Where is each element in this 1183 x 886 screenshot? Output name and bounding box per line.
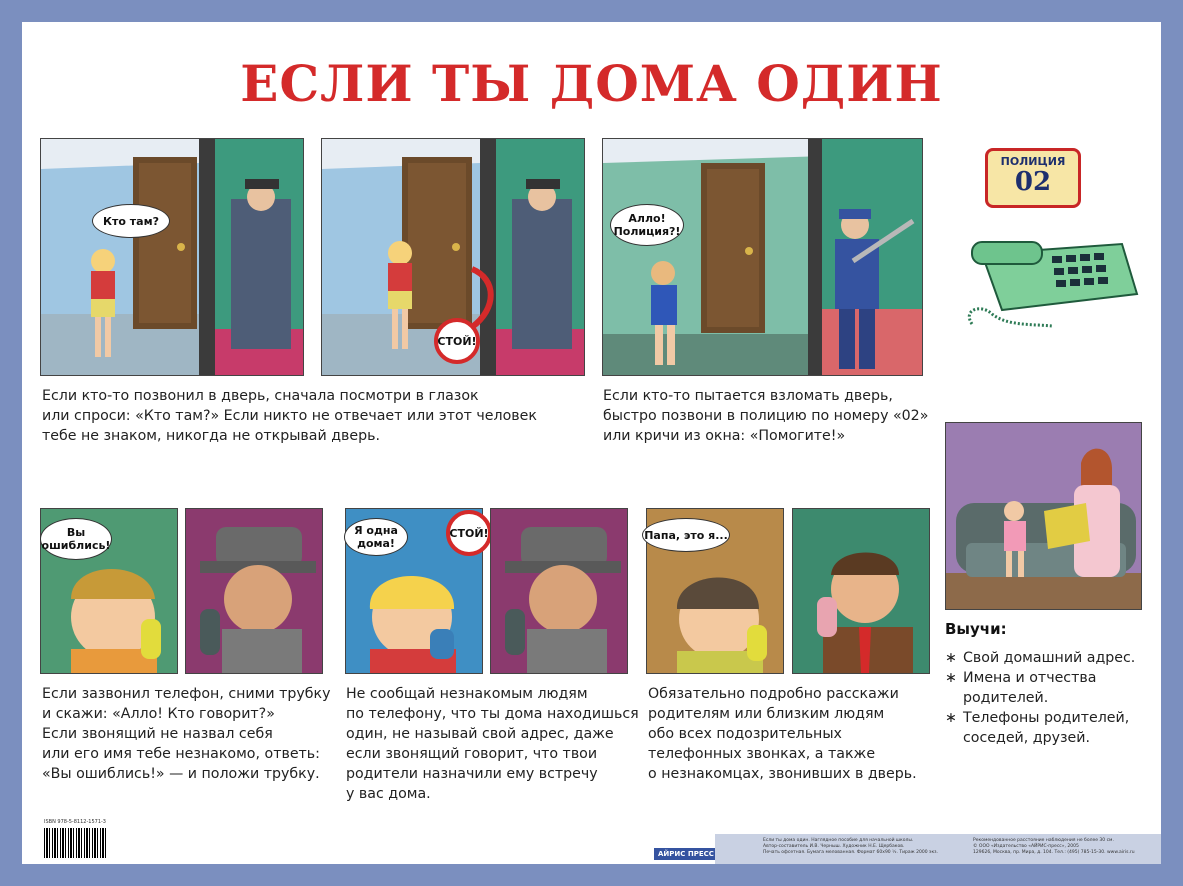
caption-tell [648, 684, 917, 784]
caption-line: Не сообщай незнакомым людям [346, 686, 588, 702]
caption-line: и скажи: «Алло! Кто говорит?» [42, 706, 275, 722]
imprint-line: Если ты дома один. Наглядное пособие для начальной школы. [763, 838, 914, 843]
speech-bubble-hello-police: Алло! Полиция?! [610, 204, 684, 246]
learn-item [945, 668, 1135, 708]
panel-mother-reading [945, 422, 1142, 610]
caption-line: Если зазвонил телефон, сними трубку [42, 686, 331, 702]
caption-line: или его имя тебе незнакомо, ответь: [42, 746, 320, 762]
bullet-icon: ∗ [945, 670, 957, 686]
imprint-line: Рекомендованное расстояние наблюдения не более 30 см. [973, 838, 1114, 843]
caption-breakin [603, 386, 928, 446]
learn-item-line: Свой домашний адрес. [963, 650, 1136, 666]
imprint-line: Автор-составитель И.В. Черныш. Художник Н.Е. Щербаков. [763, 844, 905, 849]
caption-line: родители назначили ему встречу [346, 766, 598, 782]
police-number: 02 [1014, 167, 1052, 197]
learn-list [945, 648, 1135, 748]
panel-breakin [602, 138, 923, 376]
panel-phone-stranger-1 [185, 508, 323, 674]
caption-line: телефонных звонках, а также [648, 746, 876, 762]
caption-line: «Вы ошиблись!» — и положи трубку. [42, 766, 320, 782]
speech-bubble-who-there: Кто там? [92, 204, 170, 238]
imprint-footer [715, 834, 1161, 864]
learn-item-line: соседей, друзей. [963, 730, 1091, 746]
learn-item-line: родителей. [963, 690, 1049, 706]
learn-title: Выучи: [945, 620, 1007, 638]
caption-line: Если кто-то пытается взломать дверь, [603, 388, 893, 404]
isbn-text: ISBN 978-5-8112-1571-3 [44, 819, 106, 825]
caption-line: у вас дома. [346, 786, 431, 802]
caption-secret [346, 684, 639, 804]
speech-bubble-home-alone: Я одна дома! [344, 518, 408, 556]
panel-door-ask [40, 138, 304, 376]
speech-bubble-dad-its-me: Папа, это я... [642, 518, 730, 552]
learn-item-line: Имена и отчества [963, 670, 1097, 686]
speech-bubble-wrong-number: Вы ошиблись! [40, 518, 112, 560]
police-label: ПОЛИЦИЯ [1000, 155, 1066, 168]
caption-line: один, не называй свой адрес, даже [346, 726, 614, 742]
poster [22, 22, 1161, 864]
caption-door [42, 386, 537, 446]
caption-line: если звонящий говорит, что твои [346, 746, 598, 762]
imprint-line: Печать офсетная. Бумага мелованная. Формат 60х90 ½. Тираж 2000 экз. [763, 850, 938, 855]
panel-phone-stranger-2 [490, 508, 628, 674]
stop-sign: СТОЙ! [446, 510, 492, 556]
caption-line: обо всех подозрительных [648, 726, 842, 742]
caption-line: или спроси: «Кто там?» Если никто не отвечает или этот человек [42, 408, 537, 424]
learn-item-line: Телефоны родителей, [963, 710, 1130, 726]
poster-title: ЕСЛИ ТЫ ДОМА ОДИН [240, 54, 943, 113]
caption-line: по телефону, что ты дома находишься [346, 706, 639, 722]
imprint-right [973, 838, 1135, 856]
panel-phone-father [792, 508, 930, 674]
stop-sign: СТОЙ! [434, 318, 480, 364]
telephone-illustration [952, 214, 1142, 334]
caption-phone [42, 684, 330, 784]
imprint-left [763, 838, 938, 856]
caption-line: родителям или близким людям [648, 706, 885, 722]
caption-line: о незнакомцах, звонивших в дверь. [648, 766, 917, 782]
publisher-logo: АЙРИС ПРЕСС [654, 848, 718, 860]
imprint-line: 129626, Москва, пр. Мира, д. 104. Тел.: (495) 785-15-30. www.airis.ru [973, 850, 1135, 855]
police-number-sign [985, 148, 1081, 208]
bullet-icon: ∗ [945, 710, 957, 726]
caption-line: или кричи из окна: «Помогите!» [603, 428, 846, 444]
caption-line: Если звонящий не назвал себя [42, 726, 273, 742]
bullet-icon: ∗ [945, 650, 957, 666]
barcode-icon [44, 828, 108, 858]
imprint-line: © ООО «Издательство «АЙРИС-пресс», 2005 [973, 844, 1079, 849]
caption-line: быстро позвони в полицию по номеру «02» [603, 408, 929, 424]
caption-line: Обязательно подробно расскажи [648, 686, 899, 702]
caption-line: Если кто-то позвонил в дверь, сначала посмотри в глазок [42, 388, 479, 404]
learn-item [945, 648, 1135, 668]
caption-line: тебе не знаком, никогда не открывай дверь. [42, 428, 380, 444]
learn-item [945, 708, 1135, 748]
